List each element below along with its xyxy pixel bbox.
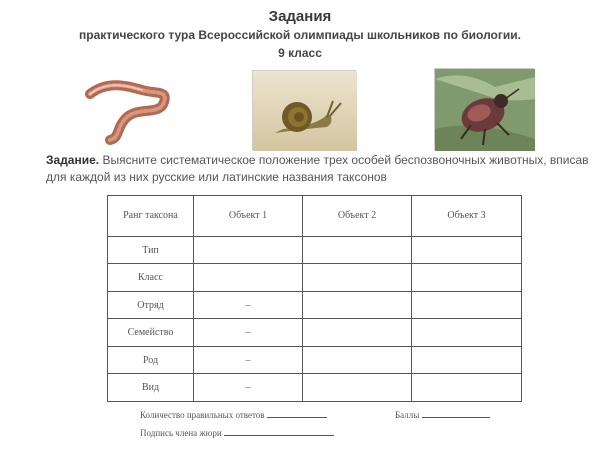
answer-cell[interactable] xyxy=(194,236,303,264)
answer-cell[interactable] xyxy=(412,264,522,292)
answer-cell[interactable] xyxy=(412,319,522,347)
task-label: Задание. xyxy=(46,153,100,167)
task-body: Выясните систематическое положение трех особей беспозвоночных животных, вписав для каждой из них русские или латинские названия таксонов xyxy=(46,153,589,184)
grade-label: 9 класс xyxy=(278,46,322,60)
object-1-header: Объект 1 xyxy=(194,196,303,237)
beetle-image xyxy=(434,68,534,150)
table-row xyxy=(108,236,522,264)
table-header-row xyxy=(108,196,522,237)
rank-cell: Класс xyxy=(108,264,194,292)
rank-cell: Отряд xyxy=(108,291,194,319)
answer-cell[interactable] xyxy=(412,374,522,402)
score-line[interactable] xyxy=(422,417,490,418)
page-subtitle: практического тура Всероссийской олимпиады школьников по биологии. xyxy=(79,28,521,42)
rank-header: Ранг таксона xyxy=(108,196,194,237)
object-3-header: Объект 3 xyxy=(412,196,522,237)
answer-cell[interactable] xyxy=(303,236,412,264)
snail-image xyxy=(252,70,356,150)
rank-cell: Тип xyxy=(108,236,194,264)
answer-cell: – xyxy=(194,346,303,374)
earthworm-image xyxy=(80,72,180,152)
answer-cell[interactable] xyxy=(194,264,303,292)
answer-cell[interactable] xyxy=(412,291,522,319)
score-field xyxy=(395,410,490,420)
answer-cell[interactable] xyxy=(412,236,522,264)
jury-signature-field xyxy=(140,428,334,438)
answer-cell[interactable] xyxy=(412,346,522,374)
answer-cell[interactable] xyxy=(303,374,412,402)
rank-cell: Род xyxy=(108,346,194,374)
task-text xyxy=(46,152,594,186)
answer-cell: – xyxy=(194,319,303,347)
correct-answers-field xyxy=(140,410,327,420)
rank-cell: Семейство xyxy=(108,319,194,347)
answer-cell: – xyxy=(194,291,303,319)
jury-signature-line[interactable] xyxy=(224,435,334,436)
table-row xyxy=(108,319,522,347)
answer-cell: – xyxy=(194,374,303,402)
score-label: Баллы xyxy=(395,410,420,420)
answer-cell[interactable] xyxy=(303,291,412,319)
answer-cell[interactable] xyxy=(303,264,412,292)
object-2-header: Объект 2 xyxy=(303,196,412,237)
table-row xyxy=(108,291,522,319)
answer-cell[interactable] xyxy=(303,319,412,347)
jury-signature-label: Подпись члена жюри xyxy=(140,428,222,438)
table-row xyxy=(108,264,522,292)
correct-answers-label: Количество правильных ответов xyxy=(140,410,265,420)
page-title: Задания xyxy=(268,8,332,25)
table-row xyxy=(108,346,522,374)
answer-cell[interactable] xyxy=(303,346,412,374)
rank-cell: Вид xyxy=(108,374,194,402)
correct-answers-line[interactable] xyxy=(267,417,327,418)
table-row xyxy=(108,374,522,402)
taxonomy-table xyxy=(107,195,522,402)
